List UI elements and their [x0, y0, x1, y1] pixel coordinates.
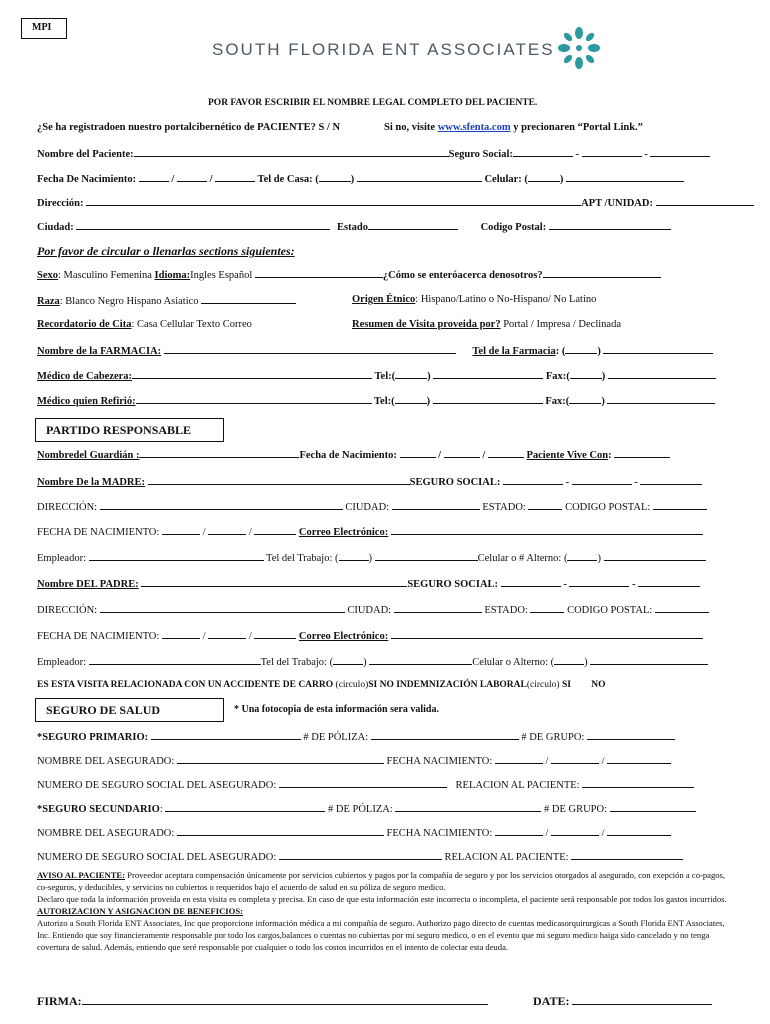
notice-p3: Autorizo a South Florida ENT Associates, Inc que proporcione información médica a mi compañía de seguro. Authorizo pago directo de cuentas medicasorquirurgicas a South Florida ENT Associates, Inc. Entiendo que soy financieramente responsable por todo los cargos,balances o cuentas no cubiertas por mi seguro medico, o en el evento que mi seguro medico haiga sido cancelado y no tenga covertura de salud. Además, entiendo que seré responsable por cualquier o todo los costos incurridos en el intento de colectar esta deuda. — [37, 918, 725, 952]
accident-row — [37, 680, 606, 690]
portal-after: y precionaren “Portal Link.” — [513, 122, 643, 133]
secondary-insured-ssn-field[interactable] — [279, 850, 442, 860]
lives-with-label: Paciente Vive Con — [526, 450, 609, 461]
patient-ssn-field-3[interactable] — [650, 147, 710, 157]
flower-logo-icon — [556, 25, 602, 71]
pharmacy-field[interactable] — [164, 344, 456, 354]
primary-ins-row — [37, 730, 675, 743]
cell-label: Celular: ( — [484, 174, 528, 185]
patient-name-field[interactable] — [134, 147, 449, 157]
summary-opts[interactable]: Portal / Impresa / Declinada — [500, 319, 621, 330]
father-city-field[interactable] — [394, 603, 482, 613]
father-altcell-field[interactable] — [590, 655, 708, 665]
father-dob-yy[interactable] — [254, 629, 296, 639]
patient-dob-row: Fecha De Nacimiento: / / Tel de Casa: ( ) Celular: ( ) — [37, 172, 684, 185]
primary-insured-dob-mm[interactable] — [495, 754, 543, 764]
guardian-dob-label: Fecha de Nacimiento: — [299, 450, 397, 461]
father-worktel-field[interactable] — [369, 655, 472, 665]
father-employer-row: Empleador: Tel del Trabajo: ( ) Celular o Alterno: ( ) — [37, 655, 708, 668]
primary-insured-dob-label: FECHA NACIMIENTO: — [386, 756, 493, 767]
primary-fax-field[interactable] — [608, 369, 716, 379]
mother-zip-field[interactable] — [653, 500, 707, 510]
mother-address-label: DIRECCIÓN: — [37, 502, 98, 513]
guardian-dob-mm[interactable] — [400, 448, 436, 458]
home-tel-area[interactable] — [319, 172, 351, 182]
patient-dob-yy[interactable] — [215, 172, 255, 182]
date-field[interactable] — [572, 993, 712, 1005]
sex-row — [37, 268, 661, 281]
mother-employer-row: Empleador: Tel del Trabajo: ( ) Celular o # Alterno: ( ) — [37, 551, 706, 564]
referring-tel-area[interactable] — [395, 394, 427, 404]
referring-fax-area[interactable] — [569, 394, 601, 404]
sex-label: Sexo — [37, 270, 58, 281]
responsible-title: PARTIDO RESPONSABLE — [46, 423, 192, 437]
mother-altcell-label: Celular o # Alterno: ( — [477, 553, 568, 564]
primary-doctor-row: Médico de Cabezera: Tel:( ) Fax:( ) — [37, 369, 716, 382]
father-row: Nombre DEL PADRE: SEGURO SOCIAL: - - — [37, 577, 700, 590]
portal-ifno — [384, 122, 643, 133]
city-field[interactable] — [76, 220, 330, 230]
ethnic-row — [352, 294, 596, 305]
mother-dob-label: FECHA DE NACIMIENTO: — [37, 527, 160, 538]
primary-insured-ssn-row — [37, 778, 694, 791]
primary-doctor-field[interactable] — [132, 369, 372, 379]
primary-ins-field[interactable] — [151, 730, 301, 740]
apt-field[interactable] — [656, 196, 754, 206]
father-ssn-label: SEGURO SOCIAL: — [407, 579, 499, 590]
mother-email-label: Correo Electrónico: — [298, 527, 389, 538]
patient-dob-mm[interactable] — [139, 172, 169, 182]
father-zip-field[interactable] — [655, 603, 709, 613]
address-field[interactable] — [86, 196, 581, 206]
primary-relation-field[interactable] — [582, 778, 694, 788]
injury-si[interactable]: SI — [561, 680, 571, 690]
secondary-insured-field[interactable] — [177, 826, 384, 836]
notice-p2: Declaro que toda la información proveida en esta visita es completa y precisa. En caso de que esta información este incorrecta o incompleta, el paciente será responsable por todos los gastos incurridos. — [37, 894, 727, 904]
mother-row: Nombre De la MADRE: SEGURO SOCIAL: - - — [37, 475, 702, 488]
father-dob-mm[interactable] — [162, 629, 200, 639]
sex-opts[interactable]: : Masculino Femenina — [58, 270, 152, 281]
secondary-policy-label: # DE PÓLIZA: — [327, 804, 393, 815]
ethnic-label: Origen Étnico — [352, 294, 416, 305]
reminder-label: Recordatorio de Cita — [37, 319, 132, 330]
secondary-policy-field[interactable] — [395, 802, 541, 812]
mother-altcell-area[interactable] — [567, 551, 597, 561]
portal-link[interactable]: www.sfenta.com — [437, 122, 511, 133]
referring-fax-field[interactable] — [607, 394, 715, 404]
notice-block — [37, 869, 737, 953]
referring-doctor-label: Médico quien Refirió: — [37, 396, 136, 407]
primary-ins-label: *SEGURO PRIMARIO: — [37, 732, 149, 743]
mother-altcell-field[interactable] — [604, 551, 706, 561]
lang-other-field[interactable] — [255, 268, 383, 278]
apt-label: APT /UNIDAD: — [581, 198, 653, 209]
patient-city-row — [37, 220, 671, 233]
city-label: Ciudad: — [37, 222, 74, 233]
mother-city-label: CIUDAD: — [345, 502, 390, 513]
pharmacy-row: Nombre de la FARMACIA: Tel de la Farmacia: ( ) — [37, 344, 713, 357]
how-heard-field[interactable] — [543, 268, 661, 278]
instruction: POR FAVOR ESCRIBIR EL NOMBRE LEGAL COMPLETO DEL PACIENTE. — [208, 98, 538, 108]
primary-group-field[interactable] — [587, 730, 675, 740]
accident-si-no[interactable]: SI NO INDEMNIZACIÓN LABORAL — [368, 680, 527, 690]
father-dob-label: FECHA DE NACIMIENTO: — [37, 631, 160, 642]
pharmacy-tel-field[interactable] — [603, 344, 713, 354]
race-label: Raza — [37, 296, 60, 307]
primary-policy-field[interactable] — [371, 730, 519, 740]
portal-question: ¿Se ha registradoen nuestro portalcibernético de PACIENTE? S / N — [37, 122, 341, 133]
mpi-label: MPI — [32, 22, 52, 33]
mother-ssn-label: SEGURO SOCIAL: — [409, 477, 501, 488]
pharmacy-tel-area[interactable] — [565, 344, 597, 354]
father-worktel-label: Tel del Trabajo: ( — [260, 657, 334, 668]
father-address-field[interactable] — [100, 603, 345, 613]
secondary-insured-dob-mm[interactable] — [495, 826, 543, 836]
primary-insured-label: NOMBRE DEL ASEGURADO: — [37, 756, 175, 767]
guardian-dob-yy[interactable] — [488, 448, 524, 458]
referring-doctor-field[interactable] — [136, 394, 372, 404]
reminder-row — [37, 319, 252, 330]
primary-fax-label: Fax:( — [545, 371, 570, 382]
state-label: Estado — [337, 222, 368, 233]
guardian-row: Nombredel Guardián : Fecha de Nacimiento: / / Paciente Vive Con: — [37, 448, 670, 461]
primary-tel-area[interactable] — [395, 369, 427, 379]
secondary-insured-label: NOMBRE DEL ASEGURADO: — [37, 828, 175, 839]
referring-doctor-row: Médico quien Refirió: Tel:( ) Fax:( ) — [37, 394, 715, 407]
patient-name-row: Nombre del Paciente: Seguro Social: - - — [37, 147, 710, 160]
secondary-relation-field[interactable] — [571, 850, 683, 860]
signature-row — [37, 993, 488, 1009]
mother-label: Nombre De la MADRE: — [37, 477, 145, 488]
mother-dob-row: FECHA DE NACIMIENTO: / / Correo Electrónico: — [37, 525, 703, 538]
father-ssn-1[interactable] — [501, 577, 561, 587]
mother-employer-label: Empleador: — [37, 553, 86, 564]
brand-name: SOUTH FLORIDA ENT ASSOCIATES — [212, 40, 555, 59]
father-field[interactable] — [141, 577, 407, 587]
patient-ssn-field-2[interactable] — [582, 147, 642, 157]
patient-ssn-label: Seguro Social: — [448, 149, 513, 160]
summary-label: Resumen de Visita proveida por? — [352, 319, 501, 330]
primary-insured-dob-yy[interactable] — [607, 754, 671, 764]
portal-ifno-text: Si no, visite — [384, 122, 436, 133]
secondary-insured-dob-dd[interactable] — [551, 826, 599, 836]
cell-field[interactable] — [566, 172, 684, 182]
summary-row — [352, 319, 621, 330]
secondary-ins-label: *SEGURO SECUNDARIO — [37, 804, 160, 815]
guardian-dob-dd[interactable] — [444, 448, 480, 458]
primary-relation-label: RELACION AL PACIENTE: — [455, 780, 580, 791]
mother-zip-label: CODIGO POSTAL: — [565, 502, 651, 513]
mother-worktel-label: Tel del Trabajo: ( — [266, 553, 339, 564]
lang-label: Idioma: — [154, 270, 191, 281]
father-state-label: ESTADO: — [484, 605, 528, 616]
primary-fax-area[interactable] — [570, 369, 602, 379]
mother-dob-mm[interactable] — [162, 525, 200, 535]
notice-title: AVISO AL PACIENTE: — [37, 870, 126, 880]
primary-insured-ssn-label: NUMERO DE SEGURO SOCIAL DEL ASEGURADO: — [37, 780, 277, 791]
father-altcell-label: Celular o Alterno: ( — [472, 657, 555, 668]
accident-circle: (circulo) — [335, 680, 369, 690]
mother-worktel-field[interactable] — [375, 551, 478, 561]
father-dob-dd[interactable] — [208, 629, 246, 639]
primary-policy-label: # DE PÓLIZA: — [303, 732, 369, 743]
signature-label: FIRMA: — [37, 994, 82, 1008]
home-tel-field[interactable] — [357, 172, 482, 182]
cell-area[interactable] — [528, 172, 560, 182]
circle-section-title: Por favor de circular o llenarlas sections siguientes: — [37, 244, 295, 258]
father-dob-row: FECHA DE NACIMIENTO: / / Correo Electrónico: — [37, 629, 703, 642]
father-altcell-area[interactable] — [554, 655, 584, 665]
primary-insured-ssn-field[interactable] — [279, 778, 447, 788]
primary-doctor-label: Médico de Cabezera: — [37, 371, 133, 382]
reminder-opts[interactable]: : Casa Cellular Texto Correo — [131, 319, 252, 330]
mother-ssn-2[interactable] — [572, 475, 632, 485]
accident-question: ES ESTA VISITA RELACIONADA CON UN ACCIDENTE DE CARRO — [37, 680, 334, 690]
guardian-field[interactable] — [139, 448, 299, 458]
insurance-note: * Una fotocopia de esta información sera valida. — [234, 704, 439, 715]
father-label: Nombre DEL PADRE: — [37, 579, 139, 590]
father-city-label: CIUDAD: — [347, 605, 392, 616]
mother-employer-field[interactable] — [89, 551, 264, 561]
secondary-insured-dob-yy[interactable] — [607, 826, 671, 836]
father-zip-label: CODIGO POSTAL: — [567, 605, 653, 616]
secondary-relation-label: RELACION AL PACIENTE: — [444, 852, 569, 863]
mother-dob-dd[interactable] — [208, 525, 246, 535]
primary-insured-field[interactable] — [177, 754, 384, 764]
patient-ssn-field[interactable] — [513, 147, 573, 157]
state-field[interactable] — [368, 220, 458, 230]
patient-dob-dd[interactable] — [177, 172, 207, 182]
date-label: DATE: — [533, 994, 570, 1008]
secondary-group-field[interactable] — [610, 802, 696, 812]
primary-group-label: # DE GRUPO: — [521, 732, 585, 743]
mother-field[interactable] — [148, 475, 410, 485]
injury-no[interactable]: NO — [591, 680, 606, 690]
father-address-label: DIRECCIÓN: — [37, 605, 98, 616]
mother-address-row — [37, 500, 707, 513]
mother-ssn-1[interactable] — [503, 475, 563, 485]
secondary-ins-row: *SEGURO SECUNDARIO: # DE PÓLIZA: # DE GRUPO: — [37, 802, 696, 815]
mother-state-field[interactable] — [528, 500, 562, 510]
pharmacy-tel-label: Tel de la Farmacia — [472, 346, 556, 357]
mother-email-field[interactable] — [391, 525, 703, 535]
primary-tel-field[interactable] — [433, 369, 543, 379]
ethnic-opts[interactable]: : Hispano/Latino o No-Hispano/ No Latino — [415, 294, 597, 305]
mother-city-field[interactable] — [392, 500, 480, 510]
race-row — [37, 294, 296, 307]
father-ssn-2[interactable] — [569, 577, 629, 587]
father-ssn-3[interactable] — [638, 577, 700, 587]
date-row — [533, 993, 712, 1009]
guardian-label: Nombredel Guardián : — [37, 450, 140, 461]
father-employer-label: Empleador: — [37, 657, 86, 668]
pharmacy-label: Nombre de la FARMACIA: — [37, 346, 162, 357]
race-opts[interactable]: : Blanco Negro Hispano Asiatico — [59, 296, 199, 307]
primary-insured-dob-dd[interactable] — [551, 754, 599, 764]
patient-name-label: Nombre del Paciente: — [37, 149, 134, 160]
zip-label: Codigo Postal: — [480, 222, 547, 233]
how-heard-label: ¿Cómo se enteróacerca denosotros? — [382, 270, 543, 281]
mother-address-field[interactable] — [100, 500, 343, 510]
mother-worktel-area[interactable] — [339, 551, 369, 561]
race-other-field[interactable] — [201, 294, 296, 304]
auth-title: AUTORIZACION Y ASIGNACION DE BENEFICIOS: — [37, 906, 243, 916]
secondary-insured-ssn-label: NUMERO DE SEGURO SOCIAL DEL ASEGURADO: — [37, 852, 277, 863]
father-email-field[interactable] — [391, 629, 703, 639]
secondary-insured-dob-label: FECHA NACIMIENTO: — [386, 828, 493, 839]
secondary-insured-ssn-row — [37, 850, 683, 863]
lang-opts[interactable]: Ingles Español — [190, 270, 253, 281]
lives-with-field[interactable] — [614, 448, 670, 458]
address-label: Dirección: — [37, 198, 84, 209]
zip-field[interactable] — [549, 220, 671, 230]
referring-tel-field[interactable] — [433, 394, 543, 404]
primary-tel-label: Tel:( — [374, 371, 396, 382]
father-address-row — [37, 603, 709, 616]
mother-dob-yy[interactable] — [254, 525, 296, 535]
father-state-field[interactable] — [530, 603, 564, 613]
mother-ssn-3[interactable] — [640, 475, 702, 485]
father-worktel-area[interactable] — [333, 655, 363, 665]
father-email-label: Correo Electrónico: — [298, 631, 389, 642]
secondary-ins-field[interactable] — [165, 802, 325, 812]
primary-insured-row: NOMBRE DEL ASEGURADO: FECHA NACIMIENTO: / / — [37, 754, 671, 767]
referring-fax-label: Fax:( — [545, 396, 570, 407]
secondary-insured-row: NOMBRE DEL ASEGURADO: FECHA NACIMIENTO: / / — [37, 826, 671, 839]
father-employer-field[interactable] — [89, 655, 261, 665]
home-tel-label: Tel de Casa: ( — [257, 174, 319, 185]
signature-field[interactable] — [82, 993, 488, 1005]
injury-circle: (circulo) — [526, 680, 560, 690]
mother-state-label: ESTADO: — [482, 502, 526, 513]
patient-dob-label: Fecha De Nacimiento: — [37, 174, 137, 185]
patient-address-row — [37, 196, 754, 209]
notice-p1: Proveedor aceptara compensación únicamente por servicios cubiertos y pagos por la compañía de seguro y por los servicios otorgados al asegurado, con exepción a co-pagos, co-seguros, y deducibles, y servicios no cubiertos o requeridos bajo el acuerdo de salud en su póliza de seguro medico. — [37, 870, 726, 892]
referring-tel-label: Tel:( — [374, 396, 395, 407]
secondary-group-label: # DE GRUPO: — [543, 804, 607, 815]
insurance-title: SEGURO DE SALUD — [46, 703, 161, 717]
